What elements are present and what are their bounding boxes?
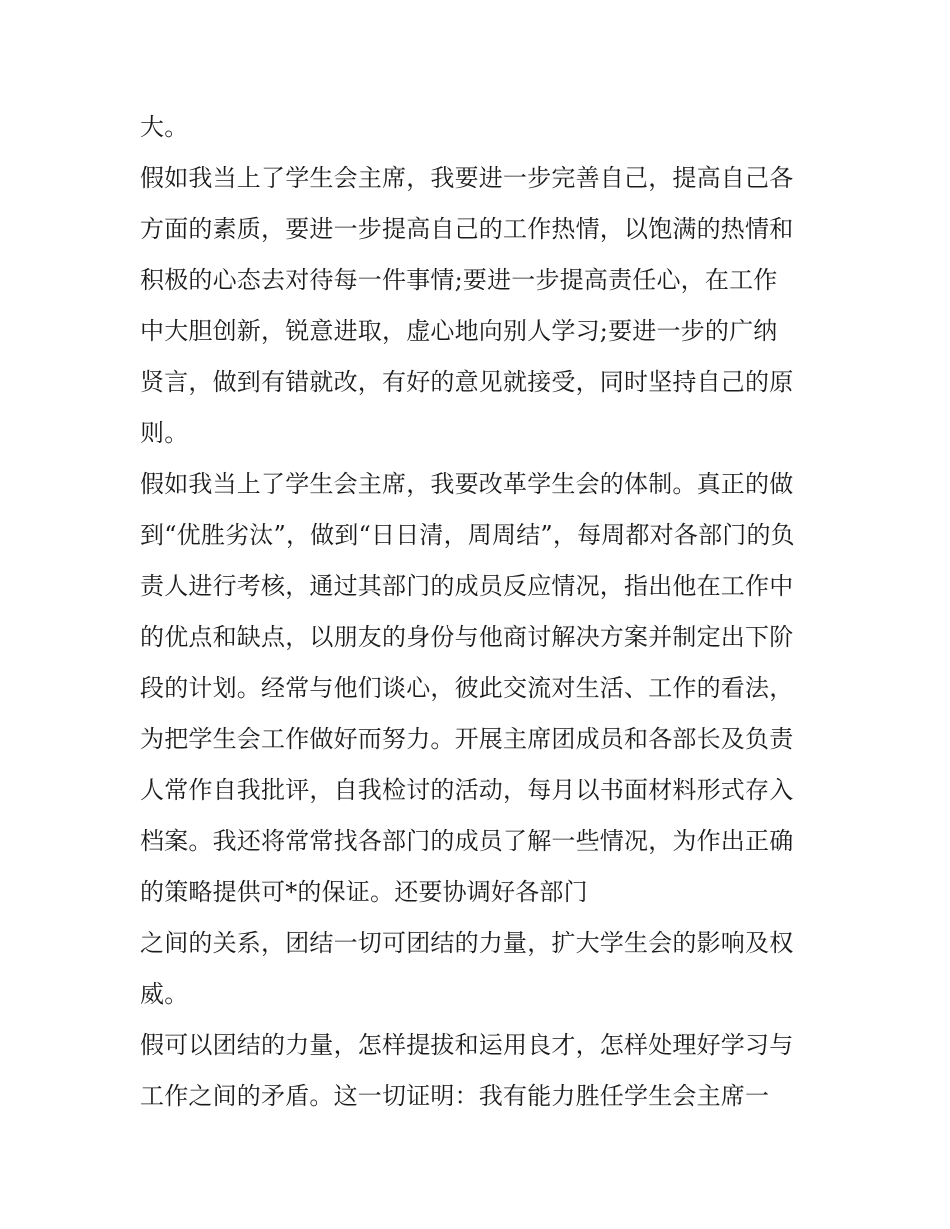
document-body [140, 102, 820, 1122]
text-line: 假可以团结的力量，怎样提拔和运用良才，怎样处理好学习与 [140, 1031, 794, 1059]
text-line: 威。 [140, 980, 189, 1008]
text-line: 方面的素质，要进一步提高自己的工作热情，以饱满的热情和 [140, 215, 794, 243]
text-line: 假如我当上了学生会主席，我要进一步完善自己，提高自己各 [140, 164, 794, 192]
text-line: 责人进行考核，通过其部门的成员反应情况，指出他在工作中 [140, 572, 794, 600]
text-line: 中大胆创新，锐意进取，虚心地向别人学习;要进一步的广纳 [140, 317, 778, 345]
text-line: 为把学生会工作做好而努力。开展主席团成员和各部长及负责 [140, 725, 794, 753]
text-line: 的优点和缺点，以朋友的身份与他商讨解决方案并制定出下阶 [140, 623, 794, 651]
text-line: 贤言，做到有错就改，有好的意见就接受，同时坚持自己的原 [140, 368, 794, 396]
text-line: 到“优胜劣汰”，做到“日日清，周周结”，每周都对各部门的负 [140, 521, 795, 549]
text-line: 的策略提供可*的保证。还要协调好各部门 [140, 878, 588, 906]
text-line: 则。 [140, 419, 189, 447]
text-line: 工作之间的矛盾。这一切证明：我有能力胜任学生会主席一 [140, 1082, 770, 1110]
text-line: 假如我当上了学生会主席，我要改革学生会的体制。真正的做 [140, 470, 794, 498]
text-line: 档案。我还将常常找各部门的成员了解一些情况，为作出正确 [140, 827, 794, 855]
text-line: 段的计划。经常与他们谈心，彼此交流对生活、工作的看法， [140, 674, 794, 702]
text-line: 之间的关系，团结一切可团结的力量，扩大学生会的影响及权 [140, 929, 794, 957]
text-line: 人常作自我批评，自我检讨的活动，每月以书面材料形式存入 [140, 776, 794, 804]
text-line: 大。 [140, 113, 189, 141]
text-line: 积极的心态去对待每一件事情;要进一步提高责任心，在工作 [140, 266, 778, 294]
